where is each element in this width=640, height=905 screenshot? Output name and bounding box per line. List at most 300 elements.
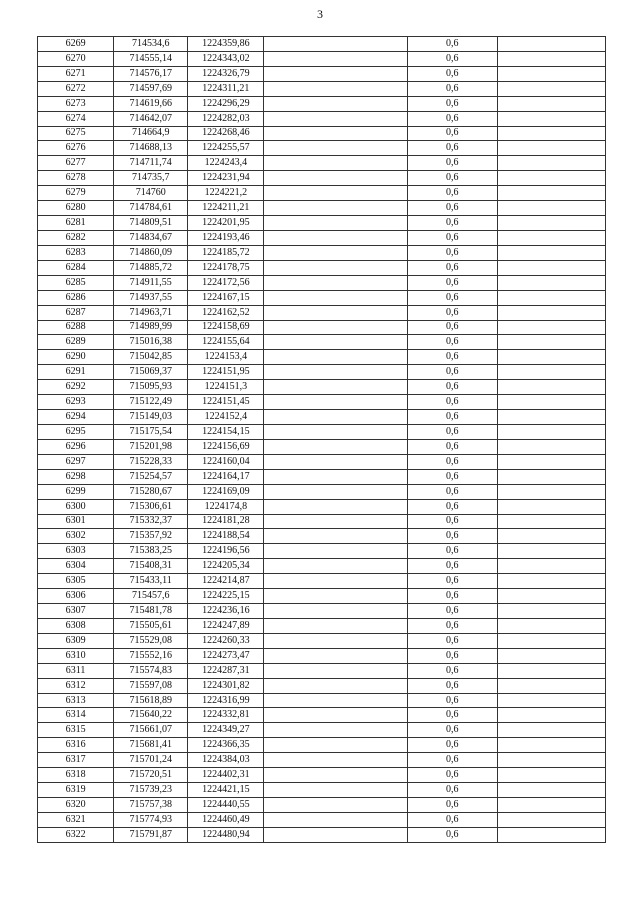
y-coordinate-cell: 1224151,95 (188, 365, 264, 380)
x-coordinate-cell: 715383,25 (114, 544, 188, 559)
x-coordinate-cell: 715095,93 (114, 380, 188, 395)
empty-cell (497, 216, 605, 231)
empty-cell (497, 663, 605, 678)
empty-cell (264, 768, 407, 783)
y-coordinate-cell: 1224156,69 (188, 439, 264, 454)
value-cell: 0,6 (407, 111, 497, 126)
x-coordinate-cell: 714809,51 (114, 216, 188, 231)
empty-cell (497, 171, 605, 186)
table-row (38, 827, 606, 842)
point-number-cell: 6318 (38, 768, 114, 783)
value-cell: 0,6 (407, 37, 497, 52)
empty-cell (497, 783, 605, 798)
y-coordinate-cell: 1224181,28 (188, 514, 264, 529)
table-row (38, 798, 606, 813)
table-row (38, 305, 606, 320)
point-number-cell: 6279 (38, 186, 114, 201)
empty-cell (264, 812, 407, 827)
x-coordinate-cell: 714860,09 (114, 245, 188, 260)
value-cell: 0,6 (407, 663, 497, 678)
table-row (38, 335, 606, 350)
table-row (38, 186, 606, 201)
x-coordinate-cell: 715408,31 (114, 559, 188, 574)
y-coordinate-cell: 1224460,49 (188, 812, 264, 827)
empty-cell (264, 827, 407, 842)
x-coordinate-cell: 715757,38 (114, 798, 188, 813)
table-row (38, 589, 606, 604)
y-coordinate-cell: 1224154,15 (188, 424, 264, 439)
point-number-cell: 6296 (38, 439, 114, 454)
value-cell: 0,6 (407, 380, 497, 395)
value-cell: 0,6 (407, 81, 497, 96)
x-coordinate-cell: 715791,87 (114, 827, 188, 842)
y-coordinate-cell: 1224349,27 (188, 723, 264, 738)
y-coordinate-cell: 1224205,34 (188, 559, 264, 574)
empty-cell (497, 648, 605, 663)
value-cell: 0,6 (407, 678, 497, 693)
empty-cell (264, 693, 407, 708)
value-cell: 0,6 (407, 395, 497, 410)
x-coordinate-cell: 715016,38 (114, 335, 188, 350)
empty-cell (497, 305, 605, 320)
table-row (38, 559, 606, 574)
x-coordinate-cell: 715701,24 (114, 753, 188, 768)
empty-cell (264, 574, 407, 589)
y-coordinate-cell: 1224326,79 (188, 66, 264, 81)
y-coordinate-cell: 1224160,04 (188, 454, 264, 469)
empty-cell (497, 245, 605, 260)
table-row (38, 514, 606, 529)
point-number-cell: 6316 (38, 738, 114, 753)
x-coordinate-cell: 715201,98 (114, 439, 188, 454)
y-coordinate-cell: 1224169,09 (188, 484, 264, 499)
empty-cell (264, 51, 407, 66)
empty-cell (264, 66, 407, 81)
empty-cell (497, 633, 605, 648)
table-row (38, 723, 606, 738)
empty-cell (264, 514, 407, 529)
value-cell: 0,6 (407, 708, 497, 723)
table-row (38, 66, 606, 81)
table-row (38, 245, 606, 260)
empty-cell (264, 604, 407, 619)
empty-cell (264, 618, 407, 633)
table-row (38, 37, 606, 52)
empty-cell (497, 812, 605, 827)
value-cell: 0,6 (407, 186, 497, 201)
value-cell: 0,6 (407, 216, 497, 231)
empty-cell (497, 514, 605, 529)
x-coordinate-cell: 714711,74 (114, 156, 188, 171)
table-row (38, 753, 606, 768)
empty-cell (264, 230, 407, 245)
empty-cell (264, 335, 407, 350)
y-coordinate-cell: 1224188,54 (188, 529, 264, 544)
point-number-cell: 6277 (38, 156, 114, 171)
y-coordinate-cell: 1224214,87 (188, 574, 264, 589)
point-number-cell: 6291 (38, 365, 114, 380)
x-coordinate-cell: 715574,83 (114, 663, 188, 678)
y-coordinate-cell: 1224343,02 (188, 51, 264, 66)
empty-cell (497, 66, 605, 81)
table-row (38, 126, 606, 141)
x-coordinate-cell: 715306,61 (114, 499, 188, 514)
y-coordinate-cell: 1224359,86 (188, 37, 264, 52)
x-coordinate-cell: 714642,07 (114, 111, 188, 126)
value-cell: 0,6 (407, 768, 497, 783)
value-cell: 0,6 (407, 544, 497, 559)
empty-cell (497, 37, 605, 52)
point-number-cell: 6312 (38, 678, 114, 693)
coordinates-table (37, 36, 606, 843)
point-number-cell: 6288 (38, 320, 114, 335)
table-row (38, 380, 606, 395)
empty-cell (264, 111, 407, 126)
empty-cell (264, 738, 407, 753)
empty-cell (264, 410, 407, 425)
empty-cell (264, 305, 407, 320)
y-coordinate-cell: 1224155,64 (188, 335, 264, 350)
point-number-cell: 6315 (38, 723, 114, 738)
point-number-cell: 6294 (38, 410, 114, 425)
y-coordinate-cell: 1224311,21 (188, 81, 264, 96)
empty-cell (264, 245, 407, 260)
y-coordinate-cell: 1224193,46 (188, 230, 264, 245)
table-row (38, 365, 606, 380)
y-coordinate-cell: 1224402,31 (188, 768, 264, 783)
point-number-cell: 6300 (38, 499, 114, 514)
value-cell: 0,6 (407, 633, 497, 648)
empty-cell (497, 81, 605, 96)
table-row (38, 395, 606, 410)
y-coordinate-cell: 1224178,75 (188, 260, 264, 275)
y-coordinate-cell: 1224316,99 (188, 693, 264, 708)
y-coordinate-cell: 1224158,69 (188, 320, 264, 335)
point-number-cell: 6289 (38, 335, 114, 350)
y-coordinate-cell: 1224332,81 (188, 708, 264, 723)
empty-cell (497, 260, 605, 275)
point-number-cell: 6319 (38, 783, 114, 798)
empty-cell (264, 156, 407, 171)
value-cell: 0,6 (407, 290, 497, 305)
x-coordinate-cell: 715457,6 (114, 589, 188, 604)
y-coordinate-cell: 1224287,31 (188, 663, 264, 678)
value-cell: 0,6 (407, 365, 497, 380)
point-number-cell: 6281 (38, 216, 114, 231)
empty-cell (264, 201, 407, 216)
point-number-cell: 6290 (38, 350, 114, 365)
point-number-cell: 6304 (38, 559, 114, 574)
y-coordinate-cell: 1224421,15 (188, 783, 264, 798)
point-number-cell: 6269 (38, 37, 114, 52)
table-row (38, 604, 606, 619)
point-number-cell: 6308 (38, 618, 114, 633)
table-row (38, 529, 606, 544)
empty-cell (264, 484, 407, 499)
empty-cell (497, 753, 605, 768)
table-row (38, 439, 606, 454)
empty-cell (497, 350, 605, 365)
y-coordinate-cell: 1224231,94 (188, 171, 264, 186)
table-row (38, 574, 606, 589)
point-number-cell: 6284 (38, 260, 114, 275)
point-number-cell: 6309 (38, 633, 114, 648)
value-cell: 0,6 (407, 738, 497, 753)
value-cell: 0,6 (407, 604, 497, 619)
y-coordinate-cell: 1224152,4 (188, 410, 264, 425)
empty-cell (264, 365, 407, 380)
empty-cell (264, 633, 407, 648)
empty-cell (497, 738, 605, 753)
empty-cell (264, 559, 407, 574)
empty-cell (264, 529, 407, 544)
point-number-cell: 6313 (38, 693, 114, 708)
y-coordinate-cell: 1224153,4 (188, 350, 264, 365)
value-cell: 0,6 (407, 454, 497, 469)
point-number-cell: 6272 (38, 81, 114, 96)
x-coordinate-cell: 715720,51 (114, 768, 188, 783)
empty-cell (497, 141, 605, 156)
point-number-cell: 6322 (38, 827, 114, 842)
value-cell: 0,6 (407, 320, 497, 335)
x-coordinate-cell: 715681,41 (114, 738, 188, 753)
value-cell: 0,6 (407, 305, 497, 320)
table-row (38, 51, 606, 66)
point-number-cell: 6321 (38, 812, 114, 827)
y-coordinate-cell: 1224366,35 (188, 738, 264, 753)
empty-cell (264, 380, 407, 395)
empty-cell (497, 380, 605, 395)
value-cell: 0,6 (407, 693, 497, 708)
x-coordinate-cell: 715357,92 (114, 529, 188, 544)
x-coordinate-cell: 714989,99 (114, 320, 188, 335)
y-coordinate-cell: 1224384,03 (188, 753, 264, 768)
empty-cell (497, 126, 605, 141)
table-row (38, 171, 606, 186)
x-coordinate-cell: 715640,22 (114, 708, 188, 723)
x-coordinate-cell: 715529,08 (114, 633, 188, 648)
table-row (38, 768, 606, 783)
x-coordinate-cell: 715254,57 (114, 469, 188, 484)
point-number-cell: 6320 (38, 798, 114, 813)
table-row (38, 350, 606, 365)
point-number-cell: 6305 (38, 574, 114, 589)
y-coordinate-cell: 1224196,56 (188, 544, 264, 559)
value-cell: 0,6 (407, 798, 497, 813)
table-row (38, 111, 606, 126)
x-coordinate-cell: 715149,03 (114, 410, 188, 425)
empty-cell (497, 469, 605, 484)
value-cell: 0,6 (407, 335, 497, 350)
empty-cell (264, 753, 407, 768)
empty-cell (497, 111, 605, 126)
y-coordinate-cell: 1224268,46 (188, 126, 264, 141)
y-coordinate-cell: 1224172,56 (188, 275, 264, 290)
empty-cell (264, 260, 407, 275)
point-number-cell: 6317 (38, 753, 114, 768)
table-row (38, 693, 606, 708)
empty-cell (264, 783, 407, 798)
table-row (38, 469, 606, 484)
point-number-cell: 6283 (38, 245, 114, 260)
value-cell: 0,6 (407, 275, 497, 290)
empty-cell (264, 186, 407, 201)
table-row (38, 633, 606, 648)
point-number-cell: 6276 (38, 141, 114, 156)
point-number-cell: 6278 (38, 171, 114, 186)
x-coordinate-cell: 715228,33 (114, 454, 188, 469)
point-number-cell: 6302 (38, 529, 114, 544)
empty-cell (497, 499, 605, 514)
empty-cell (497, 290, 605, 305)
x-coordinate-cell: 714576,17 (114, 66, 188, 81)
empty-cell (497, 156, 605, 171)
value-cell: 0,6 (407, 439, 497, 454)
empty-cell (497, 798, 605, 813)
value-cell: 0,6 (407, 618, 497, 633)
point-number-cell: 6286 (38, 290, 114, 305)
empty-cell (264, 454, 407, 469)
value-cell: 0,6 (407, 350, 497, 365)
table-row (38, 201, 606, 216)
value-cell: 0,6 (407, 783, 497, 798)
table-row (38, 708, 606, 723)
point-number-cell: 6297 (38, 454, 114, 469)
x-coordinate-cell: 714760 (114, 186, 188, 201)
empty-cell (264, 216, 407, 231)
point-number-cell: 6299 (38, 484, 114, 499)
value-cell: 0,6 (407, 66, 497, 81)
x-coordinate-cell: 715739,23 (114, 783, 188, 798)
value-cell: 0,6 (407, 559, 497, 574)
y-coordinate-cell: 1224221,2 (188, 186, 264, 201)
table-row (38, 648, 606, 663)
empty-cell (264, 678, 407, 693)
x-coordinate-cell: 714885,72 (114, 260, 188, 275)
empty-cell (264, 81, 407, 96)
value-cell: 0,6 (407, 753, 497, 768)
empty-cell (264, 723, 407, 738)
value-cell: 0,6 (407, 126, 497, 141)
empty-cell (497, 708, 605, 723)
empty-cell (497, 51, 605, 66)
x-coordinate-cell: 714597,69 (114, 81, 188, 96)
y-coordinate-cell: 1224301,82 (188, 678, 264, 693)
x-coordinate-cell: 714688,13 (114, 141, 188, 156)
y-coordinate-cell: 1224243,4 (188, 156, 264, 171)
empty-cell (264, 798, 407, 813)
y-coordinate-cell: 1224260,33 (188, 633, 264, 648)
table-row (38, 290, 606, 305)
table-row (38, 141, 606, 156)
empty-cell (497, 365, 605, 380)
table-row (38, 544, 606, 559)
empty-cell (264, 126, 407, 141)
empty-cell (497, 230, 605, 245)
y-coordinate-cell: 1224164,17 (188, 469, 264, 484)
value-cell: 0,6 (407, 529, 497, 544)
x-coordinate-cell: 715661,07 (114, 723, 188, 738)
empty-cell (264, 708, 407, 723)
value-cell: 0,6 (407, 245, 497, 260)
table-row (38, 618, 606, 633)
empty-cell (264, 320, 407, 335)
point-number-cell: 6298 (38, 469, 114, 484)
table-row (38, 81, 606, 96)
table-row (38, 410, 606, 425)
x-coordinate-cell: 715481,78 (114, 604, 188, 619)
table-row (38, 812, 606, 827)
empty-cell (264, 589, 407, 604)
value-cell: 0,6 (407, 723, 497, 738)
value-cell: 0,6 (407, 589, 497, 604)
point-number-cell: 6271 (38, 66, 114, 81)
table-row (38, 678, 606, 693)
y-coordinate-cell: 1224440,55 (188, 798, 264, 813)
coordinates-table-body (38, 37, 606, 843)
point-number-cell: 6307 (38, 604, 114, 619)
value-cell: 0,6 (407, 827, 497, 842)
empty-cell (264, 663, 407, 678)
point-number-cell: 6311 (38, 663, 114, 678)
y-coordinate-cell: 1224151,3 (188, 380, 264, 395)
x-coordinate-cell: 714963,71 (114, 305, 188, 320)
table-row (38, 320, 606, 335)
empty-cell (497, 559, 605, 574)
x-coordinate-cell: 714664,9 (114, 126, 188, 141)
x-coordinate-cell: 715597,08 (114, 678, 188, 693)
y-coordinate-cell: 1224174,8 (188, 499, 264, 514)
empty-cell (497, 574, 605, 589)
empty-cell (497, 618, 605, 633)
y-coordinate-cell: 1224296,29 (188, 96, 264, 111)
value-cell: 0,6 (407, 424, 497, 439)
point-number-cell: 6270 (38, 51, 114, 66)
empty-cell (497, 544, 605, 559)
y-coordinate-cell: 1224211,21 (188, 201, 264, 216)
empty-cell (264, 37, 407, 52)
empty-cell (497, 589, 605, 604)
x-coordinate-cell: 715042,85 (114, 350, 188, 365)
x-coordinate-cell: 714619,66 (114, 96, 188, 111)
empty-cell (497, 723, 605, 738)
x-coordinate-cell: 714834,67 (114, 230, 188, 245)
page-number: 3 (317, 7, 323, 21)
empty-cell (264, 290, 407, 305)
table-row (38, 260, 606, 275)
empty-cell (264, 648, 407, 663)
point-number-cell: 6314 (38, 708, 114, 723)
value-cell: 0,6 (407, 260, 497, 275)
empty-cell (497, 604, 605, 619)
y-coordinate-cell: 1224236,16 (188, 604, 264, 619)
value-cell: 0,6 (407, 156, 497, 171)
table-row (38, 484, 606, 499)
x-coordinate-cell: 714555,14 (114, 51, 188, 66)
table-row (38, 156, 606, 171)
value-cell: 0,6 (407, 514, 497, 529)
value-cell: 0,6 (407, 141, 497, 156)
value-cell: 0,6 (407, 201, 497, 216)
x-coordinate-cell: 715505,61 (114, 618, 188, 633)
table-row (38, 275, 606, 290)
empty-cell (497, 275, 605, 290)
x-coordinate-cell: 714937,55 (114, 290, 188, 305)
y-coordinate-cell: 1224162,52 (188, 305, 264, 320)
empty-cell (497, 410, 605, 425)
empty-cell (497, 529, 605, 544)
y-coordinate-cell: 1224480,94 (188, 827, 264, 842)
